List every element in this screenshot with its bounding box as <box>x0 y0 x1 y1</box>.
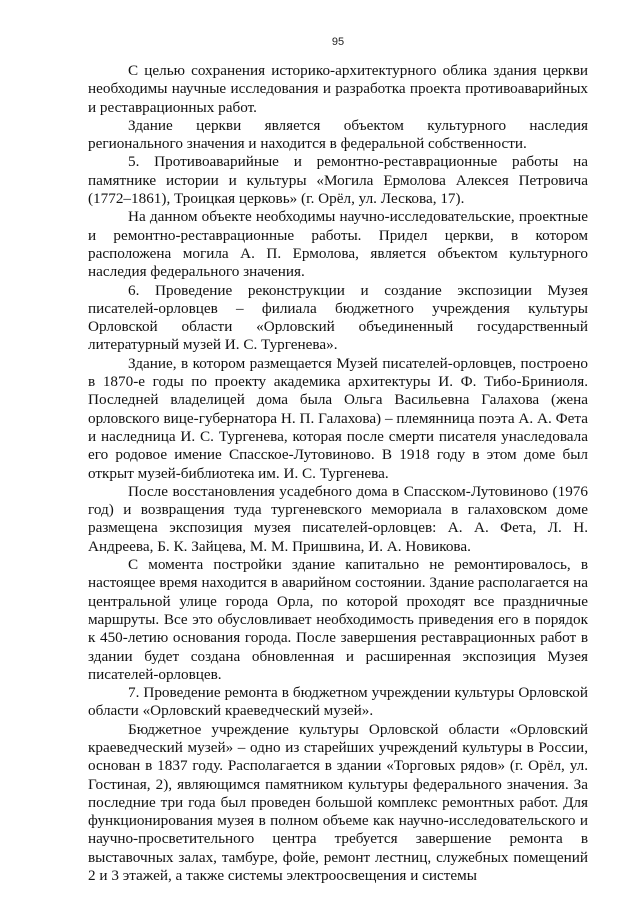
paragraph-item-6: 6. Проведение реконструкции и создание экспозиции Музея писателей-орловцев – филиала бюджетного учреждения культуры Орловской области «Орловский объединенный государственный литературный музей И. С. Тургенева». <box>88 281 588 354</box>
document-body <box>88 62 588 885</box>
paragraph-ermolov-grave: На данном объекте необходимы научно-исследовательские, проектные и ремонтно-реставрационные работы. Придел церкви, в котором расположена могила А. П. Ермолова, является объектом культурного наследия федерального значения. <box>88 208 588 281</box>
paragraph-church-status: Здание церкви является объектом культурного наследия регионального значения и находится в федеральной собственности. <box>88 116 588 153</box>
page-number: 95 <box>331 36 345 48</box>
paragraph-museum-building-history: Здание, в котором размещается Музей писателей-орловцев, построено в 1870-е годы по проекту академика архитектуры И. Ф. Тибо-Бриниоля. Последней владелицей дома была Ольга Васильевна Галахова (жена орловского вице-губернатора Н. П. Галахова) – племянница поэта А. А. Фета и наследница И. С. Тургенева, которая после смерти писателя унаследовала его родовое имение Спасское-Лутовиново. В 1918 году в этом доме был открыт музей-библиотека им. И. С. Тургенева. <box>88 354 588 482</box>
paragraph-church-preservation: С целью сохранения историко-архитектурного облика здания церкви необходимы научные исследования и разработка проекта противоаварийных и реставрационных работ. <box>88 62 588 116</box>
paragraph-item-7: 7. Проведение ремонта в бюджетном учреждении культуры Орловской области «Орловский краеведческий музей». <box>88 684 588 720</box>
document-page <box>88 0 588 905</box>
paragraph-item-5: 5. Противоаварийные и ремонтно-реставрационные работы на памятнике истории и культуры «Могила Ермолова Алексея Петровича (1772–1861), Троицкая церковь» (г. Орёл, ул. Лескова, 17). <box>88 153 588 208</box>
paragraph-building-condition: С момента постройки здание капитально не ремонтировалось, в настоящее время находится в аварийном состоянии. Здание располагается на центральной улице города Орла, по которой проходят все праздничные маршруты. Все это обусловливает необходимость приведения его в порядок к 450-летию основания города. После завершения реставрационных работ в здании будет создана обновленная и расширенная экспозиция Музея писателей-орловцев. <box>88 556 588 683</box>
paragraph-museum-exposition: После восстановления усадебного дома в Спасском-Лутовиново (1976 год) и возвращения туда тургеневского мемориала в галаховском доме размещена экспозиция музея писателей-орловцев: А. А. Фета, Л. Н. Андреева, Б. К. Зайцева, М. М. Пришвина, И. А. Новикова. <box>88 482 588 555</box>
paragraph-local-history-museum: Бюджетное учреждение культуры Орловской области «Орловский краеведческий музей» – одно из старейших учреждений культуры в России, основан в 1837 году. Располагается в здании «Торговых рядов» (г. Орёл, ул. Гостиная, 2), являющимся памятником культуры федерального значения. За последние три года был проведен большой комплекс ремонтных работ. Для функционирования музея в полном объеме как научно-исследовательского и научно-просветительного центра требуется завершение ремонта в выставочных залах, тамбуре, фойе, ремонт лестниц, служебных помещений 2 и 3 этажей, а также системы электроосвещения и системы <box>88 720 588 885</box>
